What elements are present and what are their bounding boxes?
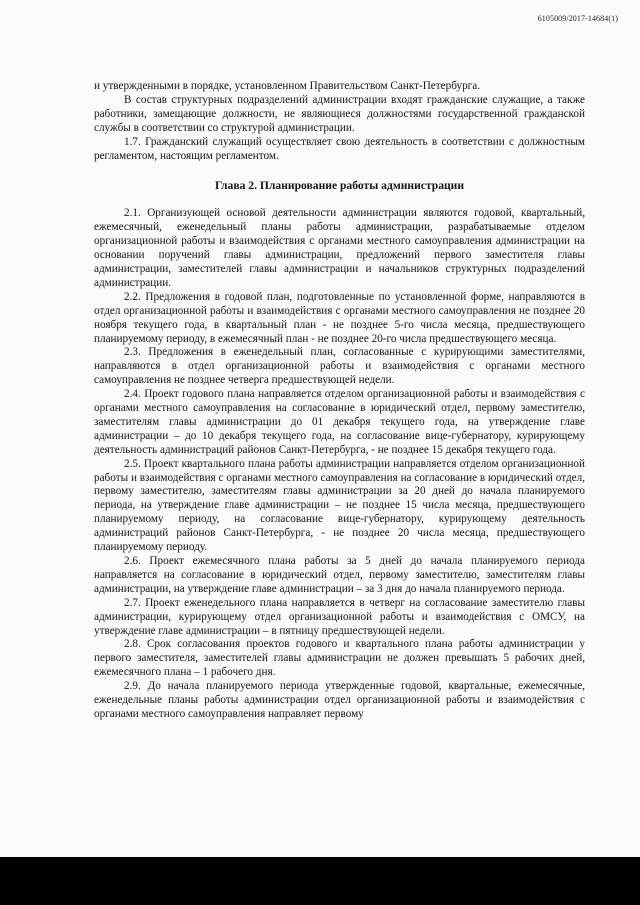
paragraph-2-6: 2.6. Проект ежемесячного плана работы за 5 дней до начала планируемого периода направляется на согласование в юридический отдел, первому заместителю, заместителям главы администрации, на утверждение главе администрации – за 3 дня до начала планируемого периода. [94,555,585,595]
paragraph-2-7: 2.7. Проект еженедельного плана направляется в четверг на согласование заместителю главы администрации, курирующему отдел организационной работы и взаимодействия с ОМСУ, на утверждение главе администрации – в пятницу предшествующей недели. [94,596,585,637]
paragraph-structure: В состав структурных подразделений администрации входят гражданские служащие, а также работники, замещающие должности, не являющиеся должностями государственной гражданской службы в соответствии со структурой администрации. [94,93,585,134]
paragraph-2-2: 2.2. Предложения в годовой план, подготовленные по установленной форме, направляются в отдел организационной работы и взаимодействия с органами местного самоуправления не позднее 20 ноября текущего года, в квартальный план - не позднее 5-го числа месяца, предшествующего планируемому периоду, в ежемесячный план - не позднее 20-го числа предшествующего месяца. [94,290,585,345]
document-body [94,80,585,722]
paragraph-intro: и утвержденными в порядке, установленном Правительством Санкт-Петербурга. [94,80,481,92]
document-id: 6105009/2017-14684(1) [537,14,618,23]
paragraph-2-4: 2.4. Проект годового плана направляется отделом организационной работы и взаимодействия с органами местного самоуправления на согласование в юридический отдел, первому заместителю, заместителям главы администрации до 01 декабря текущего года, на утверждение главе администрации – до 10 декабря текущего года, на согласование вице-губернатору, курирующему деятельность администраций районов Санкт-Петербурга, - не позднее 15 декабря текущего года. [94,388,585,456]
paragraph-2-5: 2.5. Проект квартального плана работы администрации направляется отделом организационной работы и взаимодействия с органами местного самоуправления на согласование в юридический отдел, первому заместителю, заместителям главы администрации за 20 дней до начала планируемого периода, на утверждение главе администрации – не позднее 15 числа месяца, предшествующего планируемому периоду, на согласование вице-губернатору, курирующему деятельность администраций районов Санкт-Петербурга, - не позднее 20 числа месяца, предшествующего планируемому периоду. [94,457,585,554]
scan-bottom-border [0,857,640,905]
chapter-heading: Глава 2. Планирование работы администрации [214,179,465,193]
paragraph-1-7: 1.7. Гражданский служащий осуществляет свою деятельность в соответствии с должностным регламентом, настоящим регламентом. [94,135,585,162]
paragraph-2-3: 2.3. Предложения в еженедельный план, согласованные с курирующими заместителями, направляются в отдел организационной работы и взаимодействия с органами местного самоуправления не позднее четверга предшествующей недели. [94,346,585,387]
paragraph-2-1: 2.1. Организующей основой деятельности администрации являются годовой, квартальный, ежемесячный, еженедельный планы работы администрации, разрабатываемые отделом организационной работы и взаимодействия с органами местного самоуправления администрации на основании поручений главы администрации, предложений первого заместителя главы администрации, заместителей главы администрации и начальников структурных подразделений администрации. [94,207,585,289]
paragraph-2-8: 2.8. Срок согласования проектов годового и квартального плана работы администрации у первого заместителя, заместителей главы администрации не должен превышать 5 рабочих дней, ежемесячного плана – 1 рабочего дня. [94,638,585,679]
paragraph-2-9: 2.9. До начала планируемого периода утвержденные годовой, квартальные, ежемесячные, еженедельные планы работы администрации отдел организационной работы и взаимодействия с органами местного самоуправления направляет первому [94,680,585,720]
